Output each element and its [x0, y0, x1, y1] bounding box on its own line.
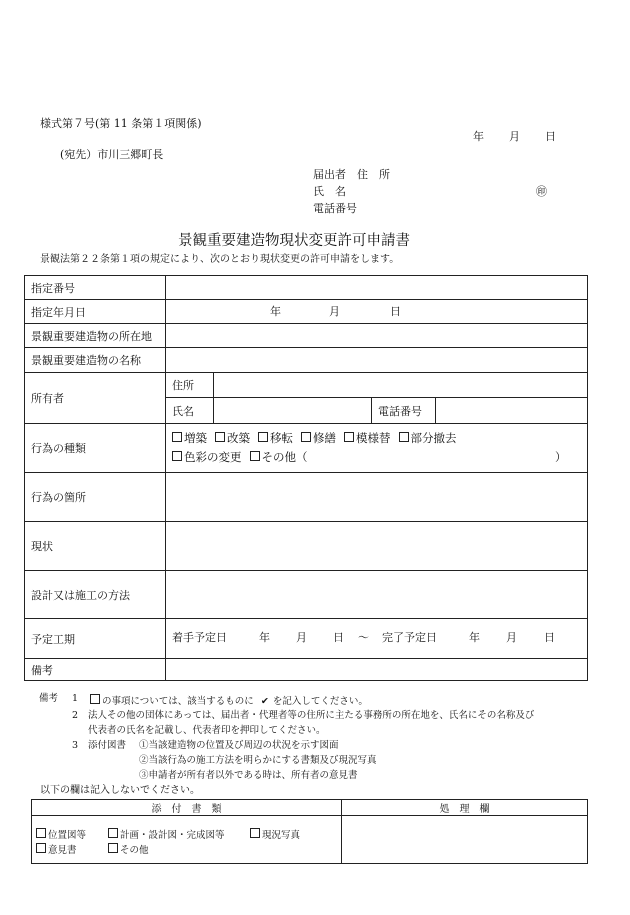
current-state-label: 現状: [25, 522, 166, 571]
act-place-label: 行為の箇所: [25, 473, 166, 522]
start-label: 着手予定日: [172, 630, 227, 644]
note-2-number: 2: [72, 710, 79, 721]
processing-cell: [342, 816, 588, 864]
checkmark-icon: ✔: [260, 696, 269, 707]
header-date-year: 年: [473, 130, 484, 143]
seal-mark: ㊞: [536, 185, 547, 198]
act-other-close: ）: [555, 450, 567, 464]
act-type-field: [166, 424, 588, 473]
owner-tel-field[interactable]: [436, 398, 588, 424]
attach-other[interactable]: その他: [108, 843, 149, 856]
start-day: 日: [333, 630, 344, 644]
applicant-address-label: 届出者 住 所: [313, 168, 390, 181]
act-option-3[interactable]: 移転: [258, 431, 293, 445]
location-field[interactable]: [166, 324, 588, 348]
act-options-row-1: [172, 429, 587, 448]
end-month: 月: [506, 630, 517, 644]
attach-location[interactable]: 位置図等: [36, 828, 86, 841]
remarks-label: 備考: [25, 659, 166, 681]
applicant-tel-label: 電話番号: [313, 202, 357, 215]
act-type-label: 行為の種類: [25, 424, 166, 473]
building-name-label: 景観重要建造物の名称: [25, 348, 166, 373]
note-3-head: 添付図書: [88, 740, 127, 751]
designation-date-field[interactable]: [166, 300, 588, 324]
attach-plans[interactable]: 計画・設計図・完成図等: [108, 828, 225, 841]
attachments-header: 添 付 書 類: [32, 800, 342, 816]
document-title: 景観重要建造物現状変更許可申請書: [178, 233, 410, 249]
date-month: 月: [329, 304, 340, 318]
owner-name-label: 氏名: [166, 398, 214, 424]
office-use-table: [31, 799, 588, 864]
period-field[interactable]: [166, 619, 588, 659]
designation-number-field[interactable]: [166, 276, 588, 300]
header-date-day: 日: [545, 130, 556, 143]
act-options-row-2: [172, 448, 587, 467]
act-option-8[interactable]: その他（: [250, 450, 308, 464]
checkbox-icon: [399, 432, 409, 442]
date-year: 年: [270, 304, 281, 318]
note-3-item-3: ③申請者が所有者以外である時は、所有者の意見書: [139, 770, 358, 781]
method-field[interactable]: [166, 571, 588, 619]
checkbox-icon: [172, 451, 182, 461]
end-day: 日: [544, 630, 555, 644]
note-1: の事項については、該当するものに ✔ を記入してください。: [90, 694, 368, 707]
attach-opinion[interactable]: 意見書: [36, 843, 77, 856]
period-label: 予定工期: [25, 619, 166, 659]
note-3-item-1: ①当該建造物の位置及び周辺の状況を示す図面: [139, 740, 339, 751]
tilde: ～: [358, 630, 369, 644]
owner-tel-label: 電話番号: [372, 398, 436, 424]
act-option-7[interactable]: 色彩の変更: [172, 450, 242, 464]
act-option-2[interactable]: 改築: [215, 431, 250, 445]
note-2-line-2: 代表者の氏名を記載し、代表者印を押印してください。: [88, 725, 326, 736]
attachments-cell: [32, 816, 342, 864]
application-table: [24, 275, 588, 681]
remarks-field[interactable]: [166, 659, 588, 681]
header-date-month: 月: [509, 130, 520, 143]
note-3-item-2: ②当該行為の施工方法を明らかにする書類及び現況写真: [139, 755, 377, 766]
processing-header: 処 理 欄: [342, 800, 588, 816]
checkbox-icon: [344, 432, 354, 442]
owner-label: 所有者: [25, 373, 166, 424]
note-1-number: 1: [72, 693, 79, 704]
start-month: 月: [296, 630, 307, 644]
note-2-line-1: 法人その他の団体にあっては、届出者・代理者等の住所に主たる事務所の所在地を、氏名にその名称及び: [88, 710, 535, 721]
addressee: (宛先）市川三郷町長: [60, 148, 164, 161]
checkbox-icon: [301, 432, 311, 442]
notes-head: 備考: [39, 693, 59, 704]
act-option-5[interactable]: 模様替: [344, 431, 391, 445]
owner-address-field[interactable]: [214, 373, 588, 398]
designation-number-label: 指定番号: [25, 276, 166, 300]
applicant-name-label: 氏 名: [313, 185, 346, 198]
building-name-field[interactable]: [166, 348, 588, 373]
owner-address-label: 住所: [166, 373, 214, 398]
location-label: 景観重要建造物の所在地: [25, 324, 166, 348]
designation-date-label: 指定年月日: [25, 300, 166, 324]
end-year: 年: [469, 630, 480, 644]
checkbox-icon: [90, 694, 100, 704]
act-option-6[interactable]: 部分撤去: [399, 431, 457, 445]
intro-text: 景観法第２２条第１項の規定により、次のとおり現状変更の許可申請をします。: [40, 254, 400, 265]
act-option-4[interactable]: 修繕: [301, 431, 336, 445]
checkbox-icon: [258, 432, 268, 442]
checkbox-icon: [250, 451, 260, 461]
method-label: 設計又は施工の方法: [25, 571, 166, 619]
end-label: 完了予定日: [382, 630, 437, 644]
date-day: 日: [390, 304, 401, 318]
office-use-notice: 以下の欄は記入しないでください。: [40, 785, 200, 796]
act-option-1[interactable]: 増築: [172, 431, 207, 445]
form-number: 様式第７号(第 11 条第１項関係): [40, 117, 202, 130]
start-year: 年: [259, 630, 270, 644]
attach-photos[interactable]: 現況写真: [250, 828, 300, 841]
current-state-field[interactable]: [166, 522, 588, 571]
owner-name-field[interactable]: [214, 398, 372, 424]
checkbox-icon: [215, 432, 225, 442]
act-place-field[interactable]: [166, 473, 588, 522]
checkbox-icon: [172, 432, 182, 442]
note-3-number: 3: [72, 740, 79, 751]
